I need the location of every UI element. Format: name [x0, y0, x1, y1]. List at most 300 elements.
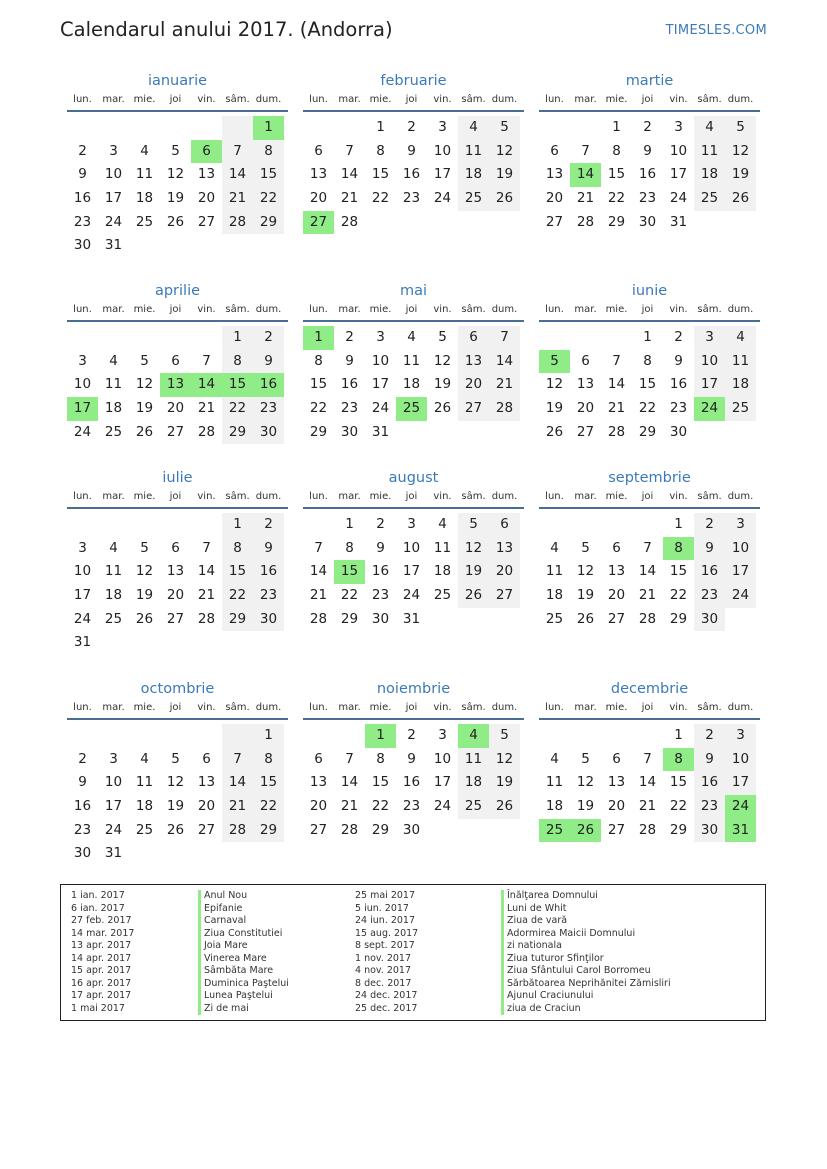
- holiday-name: Lunea Paştelui: [198, 990, 289, 1003]
- holiday-date: 25 dec. 2017: [355, 1002, 418, 1014]
- day-cell: 3: [725, 724, 756, 748]
- day-cell: 15: [253, 771, 284, 795]
- day-cell: 10: [73, 376, 92, 393]
- day-cell: 7: [314, 539, 323, 556]
- day-cell: 21: [638, 798, 657, 815]
- day-cell: 8: [612, 142, 621, 159]
- day-cell: 11: [104, 563, 123, 580]
- holiday-name: Adormirea Maicii Domnului: [501, 928, 671, 941]
- day-cell: 20: [458, 373, 489, 397]
- holiday-day-cell: 14: [570, 163, 601, 187]
- day-cell: 7: [222, 140, 253, 164]
- weekday-label: mie.: [369, 94, 392, 105]
- day-cell: 25: [545, 610, 564, 627]
- day-cell: 15: [309, 376, 328, 393]
- holiday-name: Ajunul Craciunului: [501, 990, 671, 1003]
- day-cell: 8: [643, 352, 652, 369]
- day-cell: 28: [638, 610, 657, 627]
- weekday-label: joi: [169, 491, 182, 502]
- day-cell: 22: [607, 190, 626, 207]
- month-martie: [539, 72, 760, 234]
- day-cell: 15: [222, 560, 253, 584]
- day-cell: 12: [576, 774, 595, 791]
- day-cell: 30: [253, 608, 284, 632]
- weekday-label: joi: [405, 491, 418, 502]
- day-cell: 2: [674, 329, 683, 345]
- day-cell: 24: [402, 587, 421, 604]
- month-mai: [303, 282, 524, 444]
- weekday-label: mar.: [574, 304, 597, 315]
- empty-day-cell: [570, 116, 601, 140]
- day-cell: 15: [253, 163, 284, 187]
- empty-day-cell: [67, 724, 98, 748]
- weekday-header: [67, 302, 288, 322]
- holiday-day-cell: 16: [253, 373, 284, 397]
- day-cell: 31: [104, 845, 123, 862]
- day-cell: 2: [376, 516, 385, 532]
- day-cell: 8: [222, 350, 253, 374]
- day-cell: 2: [694, 724, 725, 748]
- day-cell: 12: [433, 352, 452, 369]
- day-cell: 6: [612, 750, 621, 767]
- day-cell: 21: [607, 400, 626, 417]
- empty-day-cell: [129, 326, 160, 350]
- day-cell: 7: [643, 750, 652, 767]
- day-cell: 22: [371, 798, 390, 815]
- day-cell: 14: [489, 350, 520, 374]
- holiday-date: 27 feb. 2017: [71, 915, 132, 926]
- day-cell: 27: [458, 397, 489, 421]
- empty-day-cell: [98, 116, 129, 140]
- empty-day-cell: [222, 724, 253, 748]
- day-cell: 5: [438, 329, 447, 345]
- weekday-header: [539, 700, 760, 720]
- holiday-name: Sâmbăta Mare: [198, 965, 289, 978]
- empty-day-cell: [191, 326, 222, 350]
- day-cell: 19: [725, 163, 756, 187]
- day-cell: 8: [314, 352, 323, 369]
- day-cell: 3: [376, 329, 385, 345]
- holiday-day-cell: 25: [396, 397, 427, 421]
- brand-link[interactable]: TIMESLES.COM: [665, 23, 767, 38]
- weekday-label: joi: [641, 702, 654, 713]
- month-august: [303, 469, 524, 631]
- day-cell: 30: [340, 423, 359, 440]
- month-name: iulie: [162, 470, 193, 486]
- day-cell: 10: [73, 563, 92, 580]
- day-cell: 17: [694, 373, 725, 397]
- day-cell: 11: [402, 352, 421, 369]
- weekday-label: sâm.: [461, 702, 486, 713]
- day-grid: [303, 326, 524, 444]
- day-cell: 14: [638, 563, 657, 580]
- day-cell: 25: [694, 187, 725, 211]
- day-cell: 24: [371, 400, 390, 417]
- day-cell: 3: [438, 727, 447, 743]
- day-cell: 16: [371, 563, 390, 580]
- day-cell: 13: [489, 537, 520, 561]
- holiday-name: ziua de Craciun: [501, 1003, 671, 1016]
- day-cell: 13: [545, 166, 564, 183]
- day-cell: 25: [104, 423, 123, 440]
- day-cell: 12: [545, 376, 564, 393]
- weekday-label: dum.: [491, 94, 518, 105]
- day-cell: 27: [166, 423, 185, 440]
- day-cell: 30: [402, 821, 421, 838]
- day-cell: 23: [371, 587, 390, 604]
- day-cell: 27: [545, 213, 564, 230]
- day-cell: 19: [489, 771, 520, 795]
- day-cell: 16: [402, 774, 421, 791]
- weekday-label: dum.: [491, 702, 518, 713]
- day-cell: 17: [104, 798, 123, 815]
- day-cell: 3: [109, 142, 118, 159]
- day-cell: 16: [73, 190, 92, 207]
- weekday-label: vin.: [433, 94, 452, 105]
- day-cell: 30: [694, 608, 725, 632]
- day-cell: 27: [607, 610, 626, 627]
- day-cell: 5: [581, 539, 590, 556]
- holiday-names-col-2: [501, 890, 671, 1015]
- empty-day-cell: [334, 116, 365, 140]
- holiday-day-cell: 1: [365, 724, 396, 748]
- empty-day-cell: [539, 513, 570, 537]
- day-cell: 17: [73, 587, 92, 604]
- empty-day-cell: [539, 724, 570, 748]
- day-cell: 30: [694, 819, 725, 843]
- day-cell: 2: [253, 326, 284, 350]
- day-cell: 10: [104, 774, 123, 791]
- day-cell: 1: [222, 326, 253, 350]
- holiday-day-cell: 15: [334, 560, 365, 584]
- weekday-label: dum.: [727, 304, 754, 315]
- day-cell: 9: [253, 350, 284, 374]
- empty-day-cell: [67, 116, 98, 140]
- month-name: decembrie: [610, 681, 689, 697]
- month-name: aprilie: [154, 283, 201, 299]
- holiday-date: 24 iun. 2017: [355, 915, 416, 926]
- empty-day-cell: [67, 326, 98, 350]
- day-cell: 30: [669, 423, 688, 440]
- day-cell: 31: [104, 237, 123, 254]
- weekday-label: lun.: [73, 702, 92, 713]
- holiday-day-cell: 8: [663, 537, 694, 561]
- day-cell: 1: [612, 119, 621, 135]
- month-name: octombrie: [140, 681, 215, 697]
- day-cell: 2: [407, 727, 416, 743]
- weekday-label: sâm.: [461, 94, 486, 105]
- day-cell: 31: [402, 610, 421, 627]
- day-cell: 13: [576, 376, 595, 393]
- day-cell: 6: [314, 750, 323, 767]
- month-iunie: [539, 282, 760, 444]
- day-cell: 17: [371, 376, 390, 393]
- weekday-label: joi: [641, 94, 654, 105]
- holiday-date: 13 apr. 2017: [71, 940, 132, 951]
- month-name: ianuarie: [147, 73, 208, 89]
- day-cell: 14: [607, 376, 626, 393]
- day-cell: 4: [438, 516, 447, 532]
- weekday-label: sâm.: [697, 702, 722, 713]
- weekday-label: mie.: [133, 94, 156, 105]
- day-cell: 5: [489, 116, 520, 140]
- day-cell: 2: [694, 513, 725, 537]
- day-cell: 7: [581, 142, 590, 159]
- day-cell: 4: [109, 539, 118, 556]
- day-cell: 28: [489, 397, 520, 421]
- day-cell: 27: [576, 423, 595, 440]
- day-cell: 20: [166, 587, 185, 604]
- day-cell: 4: [550, 539, 559, 556]
- day-cell: 23: [73, 213, 92, 230]
- day-cell: 26: [166, 821, 185, 838]
- day-cell: 25: [433, 587, 452, 604]
- weekday-label: lun.: [73, 94, 92, 105]
- day-cell: 6: [581, 352, 590, 369]
- day-cell: 31: [371, 423, 390, 440]
- weekday-label: lun.: [309, 94, 328, 105]
- day-cell: 27: [197, 821, 216, 838]
- day-cell: 17: [104, 190, 123, 207]
- holiday-day-cell: 1: [303, 326, 334, 350]
- day-cell: 10: [725, 748, 756, 772]
- weekday-label: lun.: [309, 491, 328, 502]
- day-grid: [67, 326, 288, 444]
- holiday-name: Epifanie: [198, 903, 289, 916]
- day-cell: 12: [489, 748, 520, 772]
- day-grid: [303, 513, 524, 631]
- empty-day-cell: [303, 116, 334, 140]
- day-cell: 15: [638, 376, 657, 393]
- day-cell: 11: [545, 774, 564, 791]
- day-cell: 7: [345, 750, 354, 767]
- day-cell: 3: [674, 119, 683, 135]
- holiday-date: 25 mai 2017: [355, 890, 416, 901]
- day-cell: 29: [669, 821, 688, 838]
- month-octombrie: [67, 680, 288, 866]
- empty-day-cell: [191, 513, 222, 537]
- day-cell: 3: [725, 513, 756, 537]
- day-cell: 5: [489, 724, 520, 748]
- day-cell: 14: [340, 774, 359, 791]
- day-cell: 15: [371, 166, 390, 183]
- day-cell: 28: [197, 610, 216, 627]
- day-cell: 21: [222, 795, 253, 819]
- day-cell: 20: [607, 587, 626, 604]
- weekday-label: vin.: [433, 702, 452, 713]
- day-cell: 4: [407, 329, 416, 345]
- day-cell: 8: [253, 748, 284, 772]
- day-cell: 6: [314, 142, 323, 159]
- day-cell: 20: [607, 798, 626, 815]
- weekday-label: mie.: [369, 702, 392, 713]
- day-cell: 21: [197, 587, 216, 604]
- day-cell: 14: [638, 774, 657, 791]
- day-cell: 22: [253, 795, 284, 819]
- weekday-label: vin.: [669, 94, 688, 105]
- day-cell: 2: [345, 329, 354, 345]
- day-cell: 29: [607, 213, 626, 230]
- day-cell: 5: [171, 750, 180, 767]
- weekday-label: lun.: [545, 702, 564, 713]
- day-cell: 13: [197, 166, 216, 183]
- holiday-day-cell: 26: [570, 819, 601, 843]
- day-cell: 4: [140, 750, 149, 767]
- day-cell: 12: [166, 774, 185, 791]
- month-ianuarie: [67, 72, 288, 258]
- day-cell: 7: [612, 352, 621, 369]
- day-cell: 22: [638, 400, 657, 417]
- weekday-label: mie.: [133, 702, 156, 713]
- day-cell: 22: [253, 187, 284, 211]
- weekday-label: mar.: [338, 702, 361, 713]
- weekday-label: sâm.: [697, 94, 722, 105]
- empty-day-cell: [632, 513, 663, 537]
- day-cell: 28: [309, 610, 328, 627]
- day-cell: 17: [433, 166, 452, 183]
- day-cell: 8: [376, 142, 385, 159]
- day-cell: 11: [135, 774, 154, 791]
- day-cell: 19: [576, 587, 595, 604]
- weekday-label: vin.: [669, 702, 688, 713]
- day-grid: [67, 116, 288, 258]
- holiday-day-cell: 14: [191, 373, 222, 397]
- holiday-day-cell: 6: [191, 140, 222, 164]
- weekday-label: lun.: [73, 491, 92, 502]
- day-cell: 21: [489, 373, 520, 397]
- day-cell: 23: [73, 821, 92, 838]
- day-cell: 20: [197, 798, 216, 815]
- day-cell: 17: [725, 771, 756, 795]
- holiday-date: 15 apr. 2017: [71, 965, 132, 976]
- day-cell: 28: [607, 423, 626, 440]
- day-cell: 15: [669, 563, 688, 580]
- day-cell: 4: [550, 750, 559, 767]
- weekday-label: mar.: [574, 94, 597, 105]
- day-cell: 27: [197, 213, 216, 230]
- day-grid: [539, 513, 760, 631]
- holiday-date: 16 apr. 2017: [71, 977, 132, 989]
- weekday-label: lun.: [309, 702, 328, 713]
- weekday-label: vin.: [669, 491, 688, 502]
- day-cell: 19: [135, 587, 154, 604]
- day-cell: 25: [725, 397, 756, 421]
- day-cell: 12: [725, 140, 756, 164]
- day-cell: 14: [222, 163, 253, 187]
- day-cell: 18: [135, 190, 154, 207]
- day-cell: 2: [253, 513, 284, 537]
- month-septembrie: [539, 469, 760, 631]
- day-cell: 29: [669, 610, 688, 627]
- day-cell: 13: [458, 350, 489, 374]
- day-cell: 13: [166, 563, 185, 580]
- holiday-name: Ziua tuturor Sfinţilor: [501, 953, 671, 966]
- day-cell: 15: [371, 774, 390, 791]
- empty-day-cell: [570, 724, 601, 748]
- weekday-label: vin.: [669, 304, 688, 315]
- day-cell: 4: [458, 116, 489, 140]
- day-cell: 1: [222, 513, 253, 537]
- weekday-label: dum.: [491, 491, 518, 502]
- day-cell: 13: [309, 166, 328, 183]
- empty-day-cell: [222, 116, 253, 140]
- day-cell: 16: [253, 560, 284, 584]
- empty-day-cell: [160, 724, 191, 748]
- holiday-name: Ziua Constitutiei: [198, 928, 289, 941]
- holiday-day-cell: 4: [458, 724, 489, 748]
- weekday-label: vin.: [197, 304, 216, 315]
- day-cell: 20: [489, 560, 520, 584]
- holiday-day-cell: 15: [222, 373, 253, 397]
- day-cell: 12: [458, 537, 489, 561]
- day-cell: 8: [376, 750, 385, 767]
- day-cell: 5: [140, 539, 149, 556]
- day-cell: 1: [643, 329, 652, 345]
- day-cell: 14: [222, 771, 253, 795]
- day-cell: 19: [545, 400, 564, 417]
- day-cell: 9: [78, 774, 87, 791]
- day-cell: 27: [489, 584, 520, 608]
- day-cell: 22: [669, 587, 688, 604]
- day-cell: 20: [166, 400, 185, 417]
- weekday-label: dum.: [727, 702, 754, 713]
- day-cell: 13: [197, 774, 216, 791]
- day-cell: 12: [135, 376, 154, 393]
- day-cell: 23: [340, 400, 359, 417]
- month-name: august: [388, 470, 439, 486]
- day-cell: 24: [73, 423, 92, 440]
- day-cell: 24: [104, 821, 123, 838]
- day-cell: 12: [166, 166, 185, 183]
- day-cell: 7: [345, 142, 354, 159]
- day-cell: 5: [458, 513, 489, 537]
- holiday-day-cell: 1: [253, 116, 284, 140]
- day-cell: 24: [104, 213, 123, 230]
- day-cell: 7: [222, 748, 253, 772]
- empty-day-cell: [98, 724, 129, 748]
- day-cell: 18: [402, 376, 421, 393]
- day-cell: 12: [576, 563, 595, 580]
- day-cell: 26: [545, 423, 564, 440]
- day-cell: 2: [78, 750, 87, 767]
- weekday-label: sâm.: [225, 491, 250, 502]
- holiday-day-cell: 17: [67, 397, 98, 421]
- weekday-label: mie.: [133, 491, 156, 502]
- weekday-label: joi: [169, 94, 182, 105]
- day-cell: 29: [253, 211, 284, 235]
- day-cell: 3: [407, 516, 416, 532]
- day-cell: 9: [694, 748, 725, 772]
- day-cell: 26: [433, 400, 452, 417]
- day-cell: 30: [638, 213, 657, 230]
- weekday-label: lun.: [545, 304, 564, 315]
- weekday-label: joi: [641, 491, 654, 502]
- day-cell: 10: [104, 166, 123, 183]
- holiday-day-cell: 24: [694, 397, 725, 421]
- day-cell: 2: [407, 119, 416, 135]
- day-cell: 22: [669, 798, 688, 815]
- day-cell: 21: [340, 190, 359, 207]
- empty-day-cell: [334, 724, 365, 748]
- day-cell: 11: [458, 748, 489, 772]
- weekday-label: sâm.: [697, 491, 722, 502]
- empty-day-cell: [98, 513, 129, 537]
- weekday-label: dum.: [255, 491, 282, 502]
- holiday-day-cell: 27: [303, 211, 334, 235]
- day-cell: 24: [433, 190, 452, 207]
- day-cell: 30: [73, 237, 92, 254]
- day-cell: 11: [104, 376, 123, 393]
